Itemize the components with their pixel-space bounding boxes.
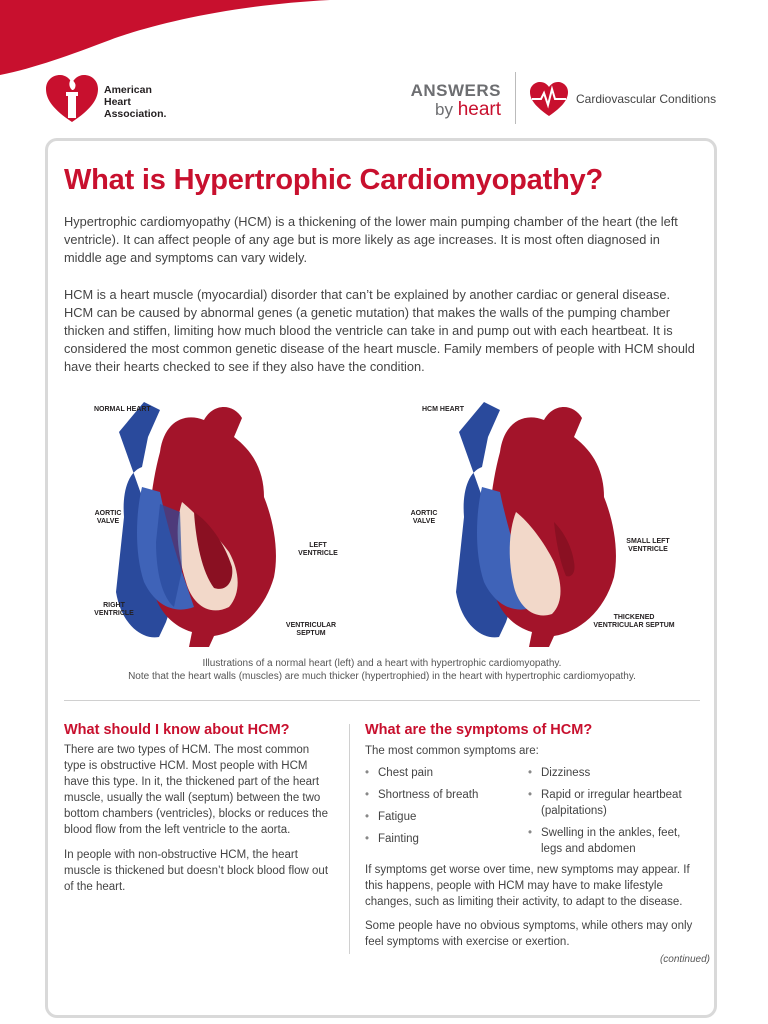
header-swoosh — [0, 0, 330, 75]
answers-word: ANSWERS — [410, 81, 501, 100]
symptom-item: • Chest pain — [365, 767, 433, 779]
symptom-item: • Rapid or irregular heartbeat (palpitations) — [528, 789, 682, 817]
org-name-line1: American — [104, 84, 152, 96]
label-hcm-thickened-septum: THICKENED VENTRICULAR SEPTUM — [593, 614, 675, 629]
symptom-item: • Fainting — [365, 833, 419, 845]
page-title: What is Hypertrophic Cardiomyopathy? — [64, 164, 604, 196]
hcm-types-paragraph: There are two types of HCM. The most common type is obstructive HCM. Most people with HCM have this type. In it, the thickened part of the heart muscle, usually the wall (septum) between the two bottom chambers (ventricles), blocks or reduces the blood flow from the left ventricle to the aorta. — [64, 744, 328, 836]
no-symptoms-paragraph: Some people have no obvious symptoms, while others may only feel symptoms with exercise or exertion. — [365, 920, 693, 948]
symptoms-list-b — [528, 765, 700, 863]
by-word: by — [434, 100, 453, 119]
caption-line-2: Note that the heart walls (muscles) are much thicker (hypertrophied) in the heart with hypertrophic cardiomyopathy. — [128, 671, 636, 682]
header-divider — [515, 72, 516, 124]
normal-heart-illustration — [116, 402, 276, 647]
label-normal-septum: VENTRICULAR SEPTUM — [285, 622, 337, 637]
heart-torch-icon — [44, 70, 100, 126]
label-normal-heart: NORMAL HEART — [94, 406, 151, 413]
label-normal-aortic-valve: AORTIC VALVE — [94, 510, 122, 525]
symptom-item: • Fatigue — [365, 811, 417, 823]
org-name-line3: Association. — [104, 108, 167, 120]
non-obstructive-paragraph: In people with non-obstructive HCM, the heart muscle is thickened but doesn’t block blood flow out of the heart. — [64, 849, 329, 893]
label-hcm-small-left-ventricle: SMALL LEFT VENTRICLE — [626, 538, 670, 553]
section-divider — [64, 700, 700, 701]
label-normal-left-ventricle: LEFT VENTRICLE — [298, 542, 338, 557]
column-divider — [349, 724, 350, 954]
heart-diagram — [64, 392, 700, 652]
heart-word: heart — [457, 99, 501, 120]
symptoms-intro: The most common symptoms are: — [365, 745, 539, 757]
label-hcm-heart: HCM HEART — [422, 406, 464, 413]
heading-what-should-i-know: What should I know about HCM? — [64, 722, 290, 738]
label-hcm-aortic-valve: AORTIC VALVE — [410, 510, 438, 525]
heading-symptoms: What are the symptoms of HCM? — [365, 722, 593, 738]
hcm-heart-illustration — [456, 402, 616, 647]
label-normal-right-ventricle: RIGHT VENTRICLE — [94, 602, 134, 617]
continued-note: (continued) — [659, 954, 710, 965]
symptoms-list-a — [365, 765, 525, 853]
hcm-definition-paragraph: HCM is a heart muscle (myocardial) disorder that can’t be explained by another cardiac or general disease. HCM can be caused by abnormal genes (a genetic mutation) that makes the walls of the pumping chamber thicken and stiffen, limiting how much blood the ventricle can take in and pump out with each heartbeat. It is considered the most common genetic disease of the heart muscle. Family members of people with HCM should have their hearts checked to see if they also have the condition. — [64, 287, 695, 374]
category-label: Cardiovascular Conditions — [576, 92, 717, 106]
intro-paragraph: Hypertrophic cardiomyopathy (HCM) is a thickening of the lower main pumping chamber of the heart (the left ventricle). It can affect people of any age but is more likely as age increases. It is most often diagnosed in middle age and symptoms can vary widely. — [64, 214, 678, 265]
symptom-item: • Swelling in the ankles, feet, legs and abdomen — [528, 827, 681, 855]
org-name-line2: Heart — [104, 96, 131, 108]
figure-caption — [64, 657, 700, 683]
heart-pulse-icon — [528, 80, 570, 118]
answers-by-heart-logo[interactable] — [395, 82, 501, 120]
symptom-item: • Shortness of breath — [365, 789, 479, 801]
symptom-item: • Dizziness — [528, 767, 591, 779]
symptoms-worsen-paragraph: If symptoms get worse over time, new symptoms may appear. If this happens, people with HCM may have to make lifestyle changes, such as limiting their activity, to adapt to the disease. — [365, 864, 690, 908]
caption-line-1: Illustrations of a normal heart (left) and a heart with hypertrophic cardiomyopathy. — [202, 658, 562, 669]
heart-illustrations — [64, 392, 700, 652]
